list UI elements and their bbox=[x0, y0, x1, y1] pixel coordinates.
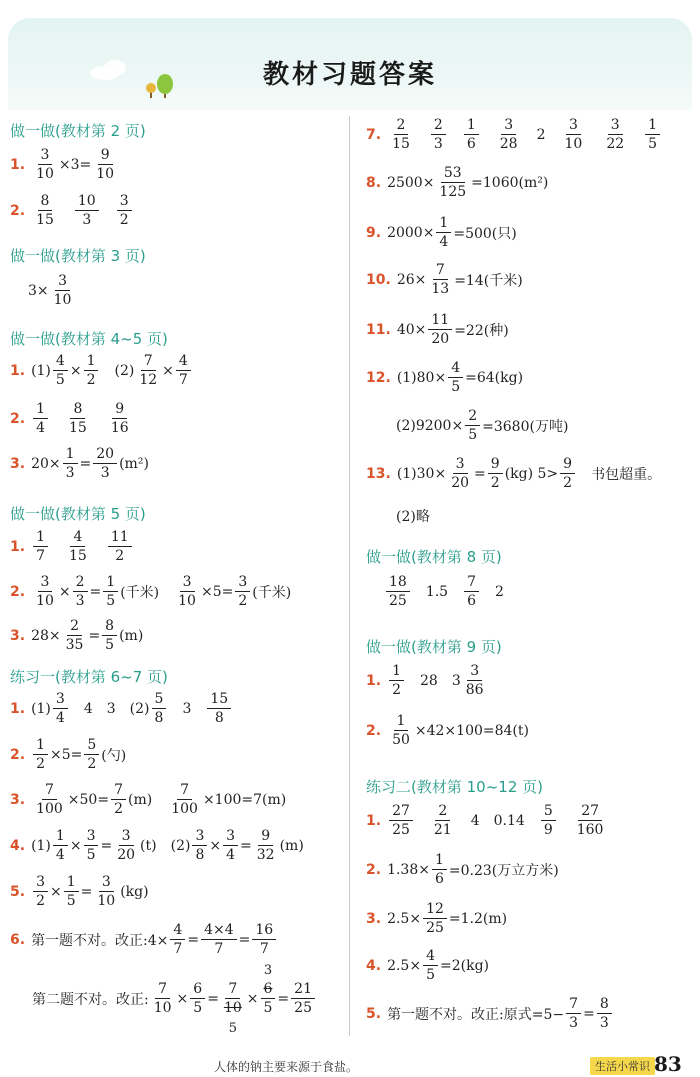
expr-text: 2.5× bbox=[387, 957, 422, 974]
answer-row bbox=[10, 783, 286, 816]
expr-text: = bbox=[240, 837, 252, 854]
item-number: 6. bbox=[10, 931, 26, 948]
fraction: $\frac{4}{7}$ bbox=[176, 354, 191, 387]
expr-text: 2000× bbox=[387, 224, 435, 241]
expr-text: 3 bbox=[106, 700, 116, 717]
answer-row bbox=[366, 166, 548, 199]
expr-text: =1060(m²) bbox=[471, 174, 549, 191]
expr-text: 40× bbox=[396, 321, 427, 338]
fraction: $\frac{4}{7}$ bbox=[170, 923, 185, 956]
unit-text: (千米) bbox=[252, 584, 292, 601]
fraction: $\frac{16}{7}$ bbox=[252, 923, 276, 956]
unit-text: (千米) bbox=[120, 584, 160, 601]
fraction: $\frac{3}{22}$ bbox=[606, 117, 625, 152]
expr-text: 2.5× bbox=[387, 910, 422, 927]
fraction: $\frac{3}{4}$ bbox=[223, 829, 238, 862]
item-number: 1. bbox=[10, 700, 26, 717]
fraction: $\frac{7}{2}$ bbox=[111, 783, 126, 816]
expr-text: (2)9200× bbox=[396, 417, 464, 434]
fraction: $\frac{2}{5}$ bbox=[465, 409, 480, 442]
answer-row bbox=[10, 447, 149, 480]
item-number: 2. bbox=[10, 202, 26, 219]
answer-row bbox=[366, 714, 529, 747]
fraction: $\frac{18}{25}$ bbox=[386, 575, 410, 608]
expr-text: = bbox=[474, 465, 486, 482]
expr-text: (1)80× bbox=[396, 369, 447, 386]
fraction: $\frac{6}{5}$ bbox=[190, 982, 205, 1015]
fraction: $\frac{10}{3}$ bbox=[75, 194, 99, 227]
answer-row bbox=[396, 409, 568, 442]
expr-text: (2)略 bbox=[396, 509, 430, 525]
fraction: $\frac{8}{5}$ bbox=[102, 619, 117, 652]
fraction: $\frac{1}{6}$ bbox=[464, 118, 479, 151]
answer-row bbox=[366, 118, 662, 151]
fraction: $\frac{11}{2}$ bbox=[108, 530, 132, 563]
page-number: 83 bbox=[654, 1052, 682, 1076]
item-number: 5. bbox=[10, 883, 26, 900]
fraction: $\frac{3}{10}$ bbox=[36, 574, 54, 609]
fraction: $\frac{1}{6}$ bbox=[432, 853, 447, 886]
fraction: $\frac{4\times 4}{7}$ bbox=[201, 923, 237, 956]
fraction: $\frac{21}{25}$ bbox=[291, 982, 315, 1015]
expr-text: 20× bbox=[31, 455, 61, 472]
expr-text: = bbox=[79, 455, 92, 472]
expr-text: (2) bbox=[129, 700, 150, 717]
section-title: 做一做(教材第 5 页) bbox=[10, 505, 146, 523]
expr-text: × bbox=[162, 362, 174, 379]
answer-row bbox=[10, 194, 134, 227]
fraction: $\frac{7}{3}$ bbox=[566, 997, 581, 1030]
expr-text: (1)30× bbox=[396, 465, 447, 482]
answer-row bbox=[10, 530, 134, 563]
fraction: $\frac{3}{8}$ bbox=[192, 829, 207, 862]
unit-text: (m) bbox=[279, 837, 304, 854]
item-number: 2. bbox=[10, 410, 26, 427]
fraction: $\frac{2}{21}$ bbox=[433, 803, 452, 838]
fraction: $\frac{2}{3}$ bbox=[431, 118, 446, 151]
item-number: 3. bbox=[10, 627, 26, 644]
item-number: 9. bbox=[366, 224, 382, 241]
expr-text: × bbox=[209, 837, 222, 854]
section-title: 做一做(教材第 3 页) bbox=[10, 247, 146, 265]
item-number: 3. bbox=[10, 455, 26, 472]
item-number: 2. bbox=[366, 722, 382, 739]
fraction: $\frac{7}{13}$ bbox=[431, 262, 450, 297]
expr-text: (2) bbox=[170, 837, 191, 854]
unit-text: (m) bbox=[128, 791, 153, 808]
expr-text: =14(千米) bbox=[454, 272, 523, 289]
item-number: 8. bbox=[366, 174, 382, 191]
fraction: $\frac{3}{4}$ bbox=[53, 692, 68, 725]
expr-text: =3680(万吨) bbox=[482, 418, 569, 435]
answer-row bbox=[366, 457, 661, 490]
item-number: 11. bbox=[366, 321, 391, 338]
expr-text: 第一题不对。改正:原式=5− bbox=[387, 1006, 565, 1023]
answer-row bbox=[366, 263, 523, 296]
expr-text: =64(kg) bbox=[465, 369, 524, 386]
fraction: $\frac{1}{2}$ bbox=[84, 354, 99, 387]
fraction: $\frac{5}{8}$ bbox=[152, 692, 167, 725]
expr-text: 3× bbox=[28, 282, 49, 299]
item-number: 3. bbox=[366, 910, 382, 927]
answer-row bbox=[366, 804, 608, 837]
item-number: 1. bbox=[366, 812, 382, 829]
fraction: $\frac{1}{5}$ bbox=[64, 875, 79, 908]
fraction: $\frac{3}{10}$ bbox=[53, 273, 72, 308]
fraction: $\frac{9}{32}$ bbox=[256, 828, 275, 863]
expr-text: ×42×100=84(t) bbox=[414, 722, 529, 739]
answer-row: 1. $\frac{1}{2}$ 28 3 $\frac{3}{86}$ bbox=[366, 664, 489, 697]
fraction: $\frac{1}{4}$ bbox=[53, 829, 68, 862]
answer-row bbox=[10, 875, 149, 908]
expr-text: = bbox=[277, 990, 290, 1007]
fraction: $\frac{1}{2}$ bbox=[33, 738, 48, 771]
fraction: $\frac{4}{5}$ bbox=[448, 361, 463, 394]
section-title: 练习二(教材第 10~12 页) bbox=[366, 778, 543, 796]
item-number: 13. bbox=[366, 465, 391, 482]
fraction: $\frac{3}{5}$ bbox=[84, 829, 99, 862]
item-number: 7. bbox=[366, 126, 382, 143]
fraction: $\frac{1}{4}$ bbox=[33, 402, 48, 435]
fraction: 3 6 5 bbox=[261, 982, 276, 1015]
unit-text: (t) bbox=[140, 837, 157, 854]
expr-text: 书包超重。 bbox=[591, 466, 662, 483]
answer-row bbox=[10, 575, 291, 608]
fraction: $\frac{7}{6}$ bbox=[464, 575, 479, 608]
expr-text: 第二题不对。改正: bbox=[32, 991, 149, 1008]
answer-row bbox=[396, 506, 430, 526]
fraction: $\frac{1}{5}$ bbox=[103, 575, 118, 608]
item-number: 5. bbox=[366, 1005, 382, 1022]
expr-text: ×5= bbox=[200, 583, 234, 600]
expr-text: = bbox=[88, 627, 101, 644]
answer-row bbox=[366, 997, 614, 1030]
fraction: $\frac{7}{100}$ bbox=[171, 782, 198, 817]
answer-row bbox=[366, 949, 489, 982]
expr-text: × bbox=[246, 990, 259, 1007]
fraction: $\frac{3}{86}$ bbox=[465, 663, 484, 698]
answer-row bbox=[10, 829, 304, 862]
expr-text: 2500× bbox=[387, 174, 435, 191]
fraction: $\frac{3}{2}$ bbox=[235, 575, 250, 608]
item-number: 2. bbox=[10, 583, 26, 600]
footer-note: 人体的钠主要来源于食盐。 bbox=[214, 1060, 359, 1074]
tree-icon bbox=[146, 74, 182, 102]
unit-text: (m) bbox=[119, 627, 144, 644]
answer-row bbox=[28, 274, 76, 307]
item-number: 1. bbox=[10, 362, 26, 379]
expr-text: × bbox=[69, 837, 82, 854]
fraction: $\frac{3}{2}$ bbox=[117, 194, 132, 227]
fraction: $\frac{27}{25}$ bbox=[389, 804, 413, 837]
item-number: 2. bbox=[10, 746, 26, 763]
answer-row bbox=[10, 692, 233, 725]
item-number: 1. bbox=[10, 156, 26, 173]
answer-row bbox=[10, 619, 143, 652]
fraction: $\frac{1}{7}$ bbox=[33, 530, 48, 563]
expr-text: 4 bbox=[83, 700, 93, 717]
fraction: $\frac{9}{2}$ bbox=[560, 457, 575, 490]
answer-row bbox=[10, 923, 278, 956]
fraction: $\frac{2}{15}$ bbox=[392, 117, 410, 152]
expr-text: 28× bbox=[31, 627, 61, 644]
fraction: $\frac{5}{2}$ bbox=[84, 738, 99, 771]
fraction: $\frac{2}{35}$ bbox=[65, 618, 84, 653]
expr-text: 4 bbox=[470, 812, 480, 829]
item-number: 1. bbox=[10, 538, 26, 555]
fraction: $\frac{3}{2}$ bbox=[33, 875, 48, 908]
item-number: 10. bbox=[366, 271, 391, 288]
fraction: $\frac{1}{5}$ bbox=[645, 118, 660, 151]
fraction: $\frac{1}{3}$ bbox=[63, 447, 78, 480]
expr-text: 26× bbox=[396, 271, 427, 288]
expr-text: (kg) 5> bbox=[504, 465, 559, 482]
fraction: $\frac{3}{20}$ bbox=[451, 456, 470, 491]
fraction: $\frac{8}{3}$ bbox=[597, 997, 612, 1030]
expr-text: 1.5 bbox=[425, 583, 449, 600]
fraction: $\frac{1}{2}$ bbox=[389, 664, 404, 697]
item-number: 1. bbox=[366, 672, 382, 689]
expr-text: × bbox=[58, 583, 71, 600]
fraction: $\frac{4}{15}$ bbox=[68, 529, 87, 564]
answer-row bbox=[10, 738, 126, 771]
fraction: $\frac{8}{15}$ bbox=[36, 193, 54, 228]
fraction: $\frac{11}{20}$ bbox=[428, 313, 452, 346]
fraction: $\frac{8}{15}$ bbox=[68, 401, 87, 436]
answer-row bbox=[366, 902, 507, 935]
expr-text: = bbox=[207, 990, 219, 1007]
answer-row bbox=[366, 216, 517, 249]
expr-text: = bbox=[100, 837, 113, 854]
fraction: $\frac{3}{10}$ bbox=[97, 874, 116, 909]
expr-text: × bbox=[49, 883, 62, 900]
fraction: $\frac{7}{10}$ bbox=[153, 981, 172, 1016]
expr-text: 第一题不对。改正:4× bbox=[31, 932, 169, 949]
unit-text: (kg) bbox=[120, 883, 149, 900]
expr-text: =22(种) bbox=[454, 322, 509, 339]
section-title: 做一做(教材第 2 页) bbox=[10, 122, 146, 140]
expr-text: ×5= bbox=[49, 746, 83, 763]
fraction: $\frac{3}{28}$ bbox=[499, 117, 518, 152]
section-title: 做一做(教材第 4~5 页) bbox=[10, 330, 168, 348]
expr-text: = bbox=[187, 931, 200, 948]
fraction: $\frac{20}{3}$ bbox=[93, 447, 117, 480]
expr-text: (2) bbox=[114, 362, 135, 379]
expr-text: × bbox=[69, 362, 82, 379]
expr-text: 0.14 bbox=[493, 812, 525, 829]
fraction: $\frac{9}{10}$ bbox=[96, 147, 115, 182]
expr-text: ×50= bbox=[67, 791, 110, 808]
section-title: 做一做(教材第 8 页) bbox=[366, 548, 502, 566]
footer-badge: 生活小常识 bbox=[590, 1057, 655, 1075]
fraction: 7 10 5 bbox=[223, 981, 242, 1036]
header-banner bbox=[8, 18, 692, 110]
fraction: $\frac{3}{20}$ bbox=[117, 828, 136, 863]
expr-text: = bbox=[583, 1005, 595, 1022]
fraction: $\frac{7}{12}$ bbox=[139, 353, 158, 388]
fraction: $\frac{3}{10}$ bbox=[564, 117, 583, 152]
section-title: 练习一(教材第 6~7 页) bbox=[10, 668, 168, 686]
item-number: 4. bbox=[10, 837, 26, 854]
fraction: $\frac{1}{4}$ bbox=[436, 216, 451, 249]
unit-text: (m²) bbox=[119, 455, 149, 472]
item-number: 2. bbox=[366, 861, 382, 878]
expr-text: =500(只) bbox=[453, 225, 517, 242]
fraction: $\frac{4}{5}$ bbox=[423, 949, 438, 982]
expr-text: (1) bbox=[31, 700, 51, 717]
answer-row bbox=[10, 402, 134, 435]
expr-text: (1) bbox=[31, 362, 51, 379]
fraction: $\frac{9}{16}$ bbox=[110, 401, 129, 436]
answer-row bbox=[10, 148, 119, 181]
answer-row bbox=[366, 313, 509, 346]
fraction: $\frac{15}{8}$ bbox=[207, 692, 231, 725]
expr-text: =1.2(m) bbox=[448, 910, 508, 927]
expr-text: 2 bbox=[536, 126, 546, 143]
fraction: $\frac{5}{9}$ bbox=[541, 804, 556, 837]
expr-text: =2(kg) bbox=[439, 957, 489, 974]
expr-text: ×3= bbox=[58, 156, 92, 173]
page-title: 教材习题答案 bbox=[262, 60, 437, 90]
expr-text: = bbox=[238, 931, 251, 948]
answer-row bbox=[32, 963, 317, 1036]
answer-row bbox=[366, 361, 523, 394]
answer-row bbox=[366, 853, 559, 886]
expr-text: =0.23(万立方米) bbox=[448, 862, 559, 879]
expr-text: = bbox=[89, 583, 102, 600]
fraction: $\frac{1}{50}$ bbox=[392, 713, 410, 748]
expr-text: 28 bbox=[419, 672, 438, 689]
item-number: 12. bbox=[366, 369, 391, 386]
fraction: $\frac{2}{3}$ bbox=[73, 575, 88, 608]
fraction: $\frac{3}{10}$ bbox=[178, 574, 196, 609]
expr-text: × bbox=[176, 990, 189, 1007]
item-number: 4. bbox=[366, 957, 382, 974]
unit-text: (勺) bbox=[101, 747, 127, 764]
expr-text: (1) bbox=[31, 837, 51, 854]
fraction: $\frac{53}{125}$ bbox=[439, 165, 467, 200]
fraction: $\frac{27}{160}$ bbox=[576, 803, 604, 838]
fraction: $\frac{12}{25}$ bbox=[423, 902, 447, 935]
expr-text: 3 bbox=[182, 700, 192, 717]
item-number: 3. bbox=[10, 791, 26, 808]
fraction: $\frac{3}{10}$ bbox=[36, 147, 54, 182]
answer-row bbox=[384, 575, 504, 608]
answer-row bbox=[10, 354, 193, 387]
section-title: 做一做(教材第 9 页) bbox=[366, 638, 502, 656]
expr-text: 1.38× bbox=[387, 861, 430, 878]
fraction: $\frac{4}{5}$ bbox=[53, 354, 68, 387]
fraction: $\frac{7}{100}$ bbox=[36, 782, 63, 817]
expr-text: 2 bbox=[495, 583, 504, 600]
expr-text: = bbox=[80, 883, 93, 900]
fraction: $\frac{9}{2}$ bbox=[488, 457, 503, 490]
column-divider bbox=[349, 116, 350, 1036]
expr-text: ×100=7(m) bbox=[202, 791, 287, 808]
